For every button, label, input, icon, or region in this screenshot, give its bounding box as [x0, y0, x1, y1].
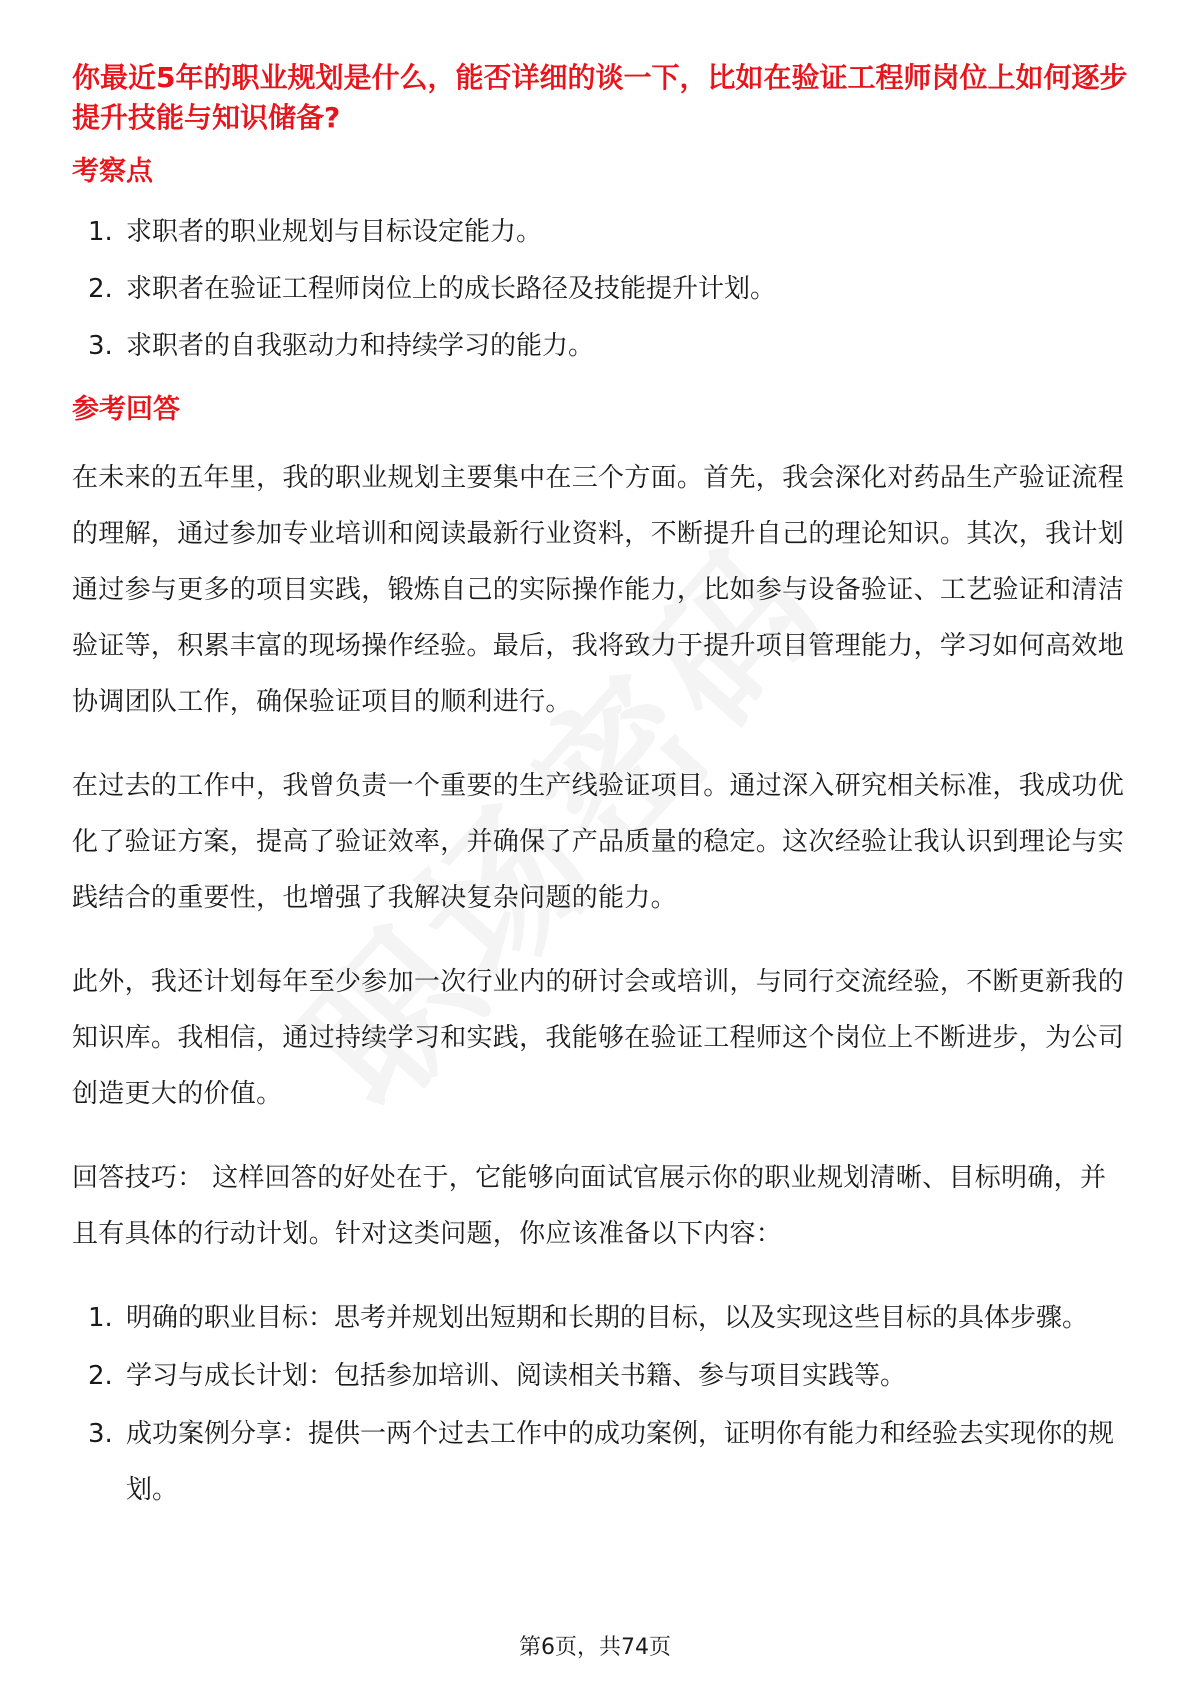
list-item	[72, 1290, 1128, 1346]
tips-list	[72, 1290, 1128, 1518]
list-item	[72, 326, 1128, 366]
list-item-text: 求职者的职业规划与目标设定能力。	[126, 217, 543, 247]
question-title: 你最近5年的职业规划是什么，能否详细的谈一下，比如在验证工程师岗位上如何逐步提升技能与知识储备?	[72, 61, 1128, 134]
content-area	[72, 58, 1128, 1520]
list-item-text: 明确的职业目标：思考并规划出短期和长期的目标，以及实现这些目标的具体步骤。	[126, 1303, 1089, 1333]
list-item	[72, 212, 1128, 252]
points-list	[72, 212, 1128, 366]
list-item-text: 成功案例分享：提供一两个过去工作中的成功案例，证明你有能力和经验去实现你的规划。	[126, 1419, 1115, 1505]
answer-paragraph: 在未来的五年里，我的职业规划主要集中在三个方面。首先，我会深化对药品生产验证流程的理解，通过参加专业培训和阅读最新行业资料，不断提升自己的理论知识。其次，我计划通过参与更多的项目实践，锻炼自己的实际操作能力，比如参与设备验证、工艺验证和清洁验证等，积累丰富的现场操作经验。最后，我将致力于提升项目管理能力，学习如何高效地协调团队工作，确保验证项目的顺利进行。	[72, 463, 1125, 717]
list-item-number: 1.	[88, 1303, 113, 1333]
list-item-number: 2.	[88, 1361, 113, 1391]
page-number-footer: 第6页，共74页	[519, 1635, 671, 1660]
tips-intro-paragraph: 回答技巧： 这样回答的好处在于，它能够向面试官展示你的职业规划清晰、目标明确，并且有具体的行动计划。针对这类问题，你应该准备以下内容：	[72, 1163, 1107, 1249]
list-item-text: 求职者在验证工程师岗位上的成长路径及技能提升计划。	[126, 274, 777, 304]
list-item-number: 3.	[88, 331, 113, 361]
list-item-number: 3.	[88, 1419, 113, 1449]
list-item-number: 2.	[88, 274, 113, 304]
list-item-text: 求职者的自我驱动力和持续学习的能力。	[126, 331, 595, 361]
answer-heading: 参考回答	[72, 394, 180, 425]
list-item	[72, 1348, 1128, 1404]
answer-paragraph: 此外，我还计划每年至少参加一次行业内的研讨会或培训，与同行交流经验，不断更新我的知识库。我相信，通过持续学习和实践，我能够在验证工程师这个岗位上不断进步，为公司创造更大的价值。	[72, 967, 1125, 1109]
points-heading: 考察点	[72, 156, 153, 187]
answer-paragraph: 在过去的工作中，我曾负责一个重要的生产线验证项目。通过深入研究相关标准，我成功优化了验证方案，提高了验证效率，并确保了产品质量的稳定。这次经验让我认识到理论与实践结合的重要性，也增强了我解决复杂问题的能力。	[72, 771, 1125, 913]
list-item-text: 学习与成长计划：包括参加培训、阅读相关书籍、参与项目实践等。	[126, 1361, 907, 1391]
list-item	[72, 1406, 1128, 1518]
list-item	[72, 269, 1128, 309]
list-item-number: 1.	[88, 217, 113, 247]
